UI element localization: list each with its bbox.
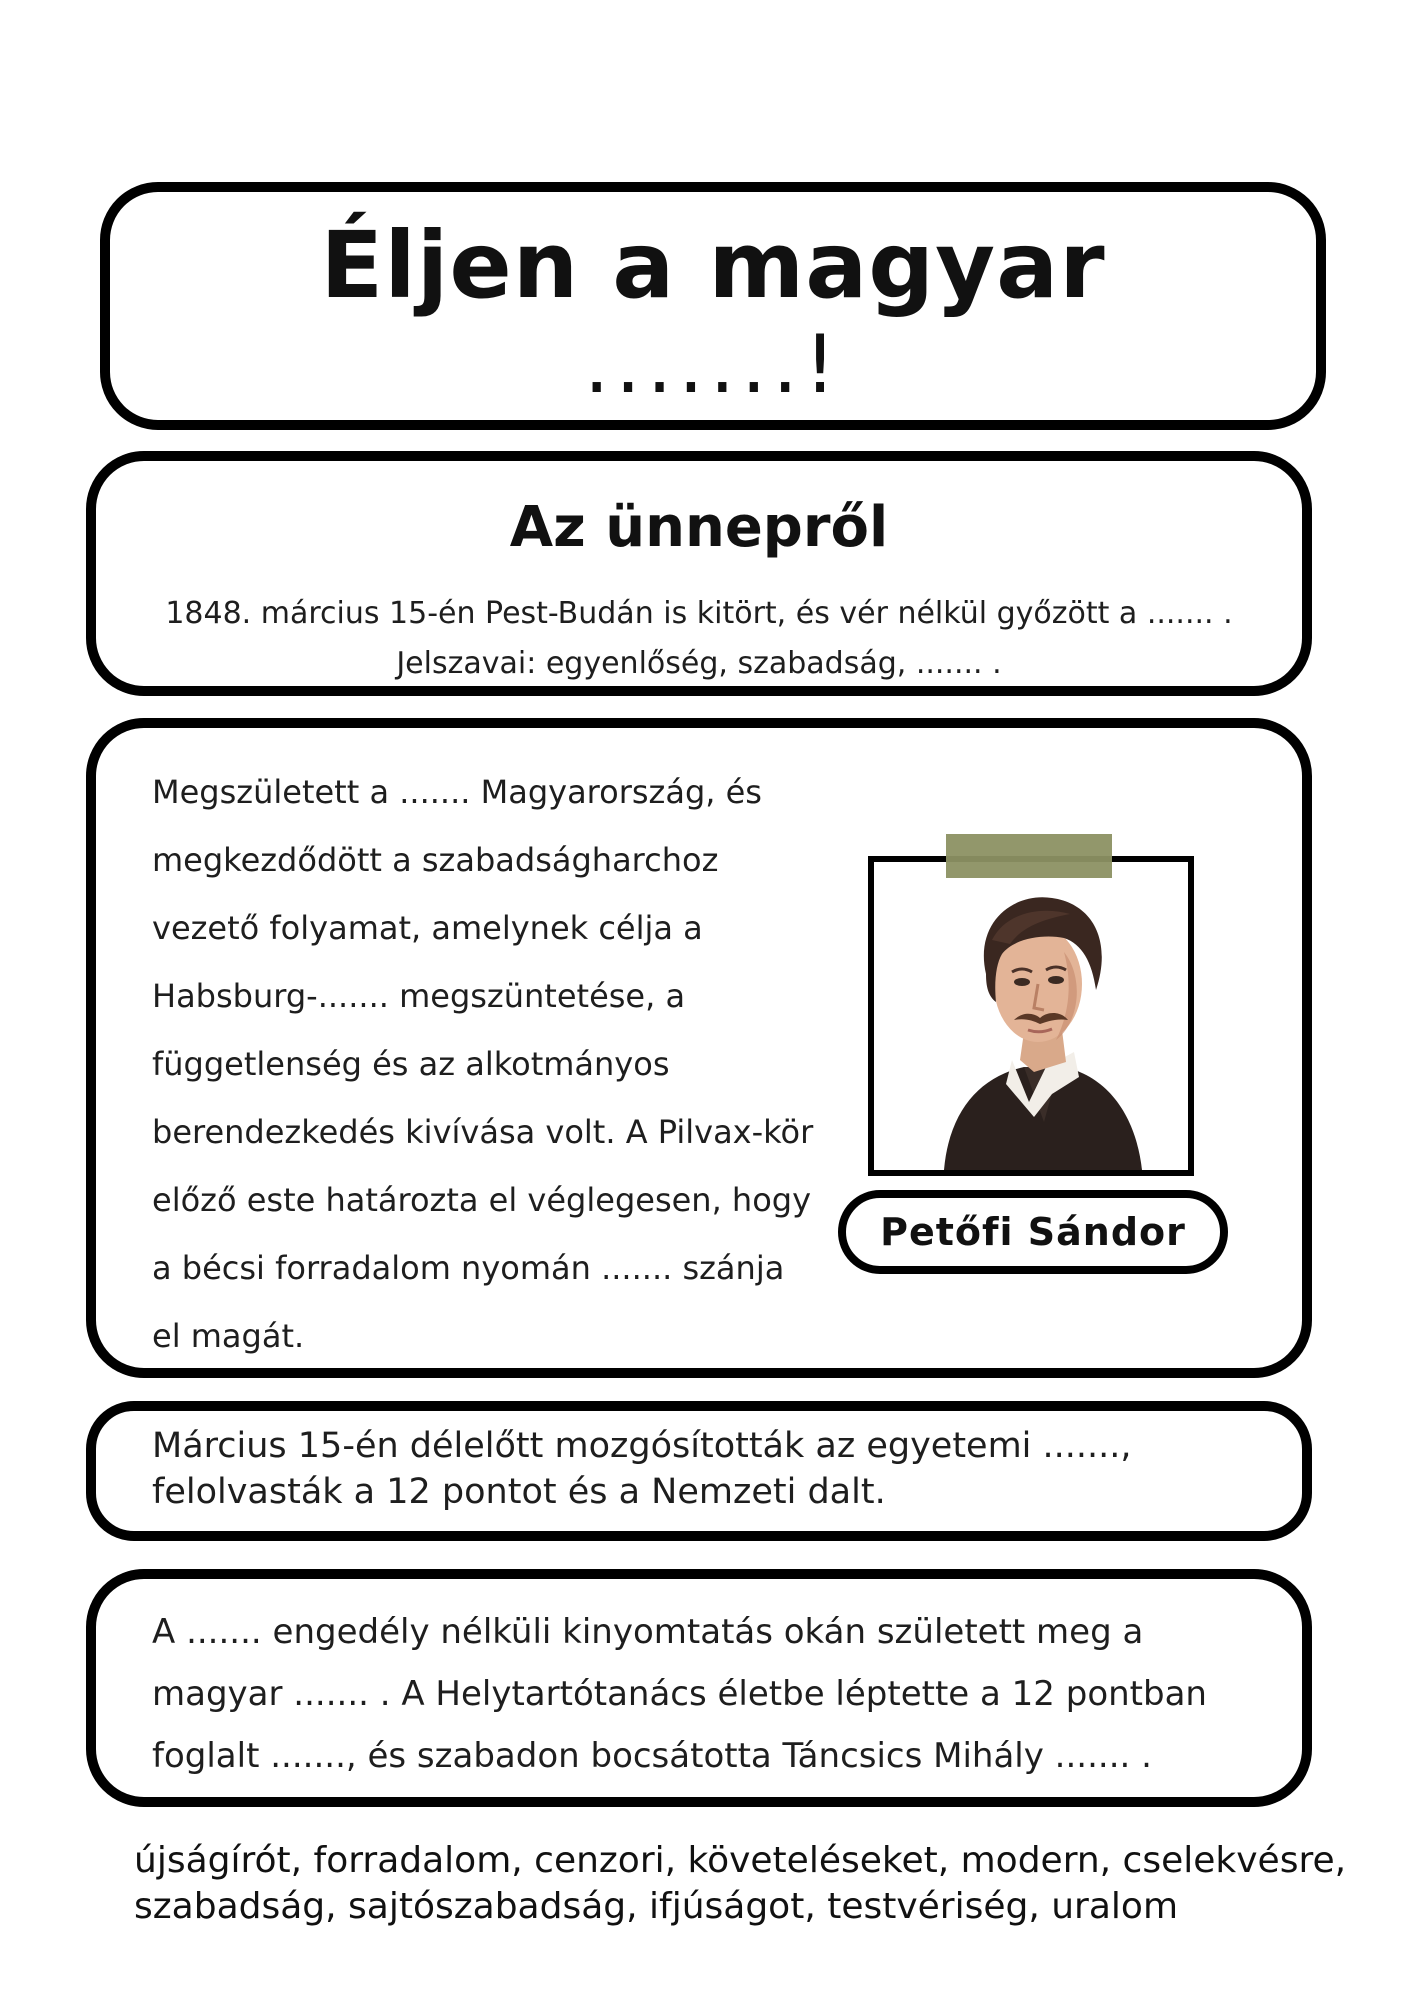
- press-line: A ....... engedély nélküli kinyomtatás okán született meg a: [152, 1612, 1144, 1652]
- about-line: 1848. március 15-én Pest-Budán is kitört, és vér nélkül győzött a ....... .: [165, 596, 1233, 631]
- press-paragraph: [152, 1601, 1262, 1787]
- press-card: [86, 1569, 1312, 1807]
- word-bank: [134, 1838, 1347, 1930]
- title-card: [100, 182, 1326, 430]
- portrait-frame: [868, 856, 1194, 1176]
- march-line: felolvasták a 12 pontot és a Nemzeti dalt.: [152, 1472, 886, 1512]
- title-blank: .......!: [583, 318, 843, 411]
- main-line: el magát.: [152, 1317, 305, 1355]
- main-card: [86, 718, 1312, 1378]
- page-title: Éljen a magyar: [320, 212, 1106, 319]
- main-line: vezető folyamat, amelynek célja a: [152, 909, 703, 947]
- press-line: magyar ....... . A Helytartótanács életbe léptette a 12 pontban: [152, 1674, 1207, 1714]
- main-line: függetlenség és az alkotmányos: [152, 1045, 670, 1083]
- main-line: megkezdődött a szabadságharchoz: [152, 841, 719, 879]
- main-line: Habsburg-....... megszüntetése, a: [152, 977, 686, 1015]
- march-card: [86, 1401, 1312, 1541]
- about-text: [116, 589, 1282, 689]
- word-bank-line: újságírót, forradalom, cenzori, követeléseket, modern, cselekvésre,: [134, 1840, 1347, 1881]
- march-paragraph: [152, 1423, 1262, 1515]
- photo-tape: [946, 834, 1112, 878]
- main-line: a bécsi forradalom nyomán ....... szánja: [152, 1249, 785, 1287]
- about-line: Jelszavai: egyenlőség, szabadság, ....... .: [396, 646, 1002, 681]
- march-line: Március 15-én délelőtt mozgósították az egyetemi .......,: [152, 1426, 1132, 1466]
- about-card: [86, 451, 1312, 696]
- main-paragraph: [152, 758, 872, 1370]
- main-line: berendezkedés kivívása volt. A Pilvax-kör: [152, 1113, 814, 1151]
- main-line: előző este határozta el véglegesen, hogy: [152, 1181, 812, 1219]
- about-heading: Az ünnepről: [509, 495, 889, 560]
- word-bank-line: szabadság, sajtószabadság, ifjúságot, testvériség, uralom: [134, 1886, 1179, 1927]
- press-line: foglalt ......., és szabadon bocsátotta Táncsics Mihály ....... .: [152, 1736, 1152, 1776]
- portrait-caption: Petőfi Sándor: [838, 1190, 1228, 1274]
- main-line: Megszületett a ....... Magyarország, és: [152, 773, 762, 811]
- portrait-image: [874, 862, 1188, 1170]
